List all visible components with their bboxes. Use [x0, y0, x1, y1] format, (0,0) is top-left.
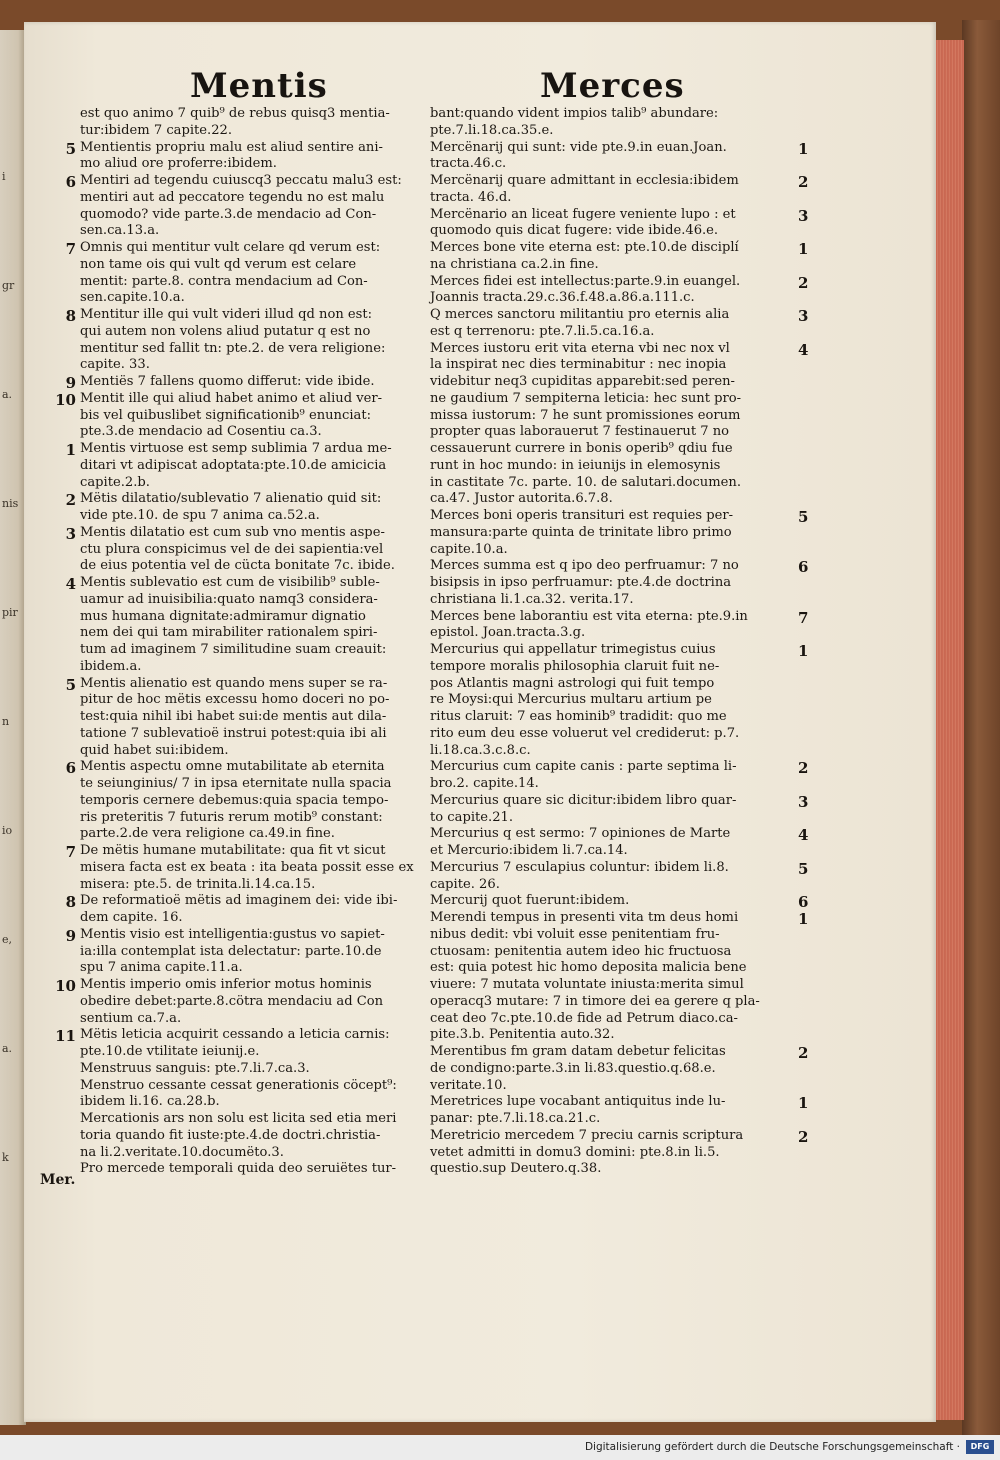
leaf-fragment: n [2, 715, 10, 728]
entry-number: 6 [798, 893, 809, 912]
entry-number: 1 [65, 441, 76, 459]
entry-text: Mentis sublevatio est cum de visibilib⁹ suble- uamur ad inuisibilia:quato namq3 considera- mus humana dignitate:admiramur dignatio nem dei qui tam mirabiliter rationalem spiri- tum ad imaginem 7 similitudine suam creauit: ibidem.a. [80, 575, 387, 674]
leaf-fragment: a. [2, 388, 13, 401]
entry-text: Mercurius cum capite canis : parte septima li- bro.2. capite.14. [430, 759, 737, 791]
index-entry [65, 441, 430, 491]
index-entry [80, 106, 430, 140]
index-entry [80, 1061, 430, 1078]
entry-text: Mentiri ad tegendu cuiuscq3 peccatu malu3 est: mentiri aut ad peccatore tegendu no est malu quomodo? vide parte.3.de mendacio ad Con- sen.ca.13.a. [80, 173, 402, 239]
entry-number: 1 [798, 910, 809, 928]
entry-number: 3 [65, 524, 76, 543]
index-entry [65, 843, 430, 893]
entry-number: 7 [65, 240, 76, 258]
entry-number: 6 [798, 558, 809, 577]
entry-text: Mentis virtuose est semp sublimia 7 ardua me- ditari vt adipiscat adoptata:pte.10.de amicicia capite.2.b. [80, 441, 392, 490]
leaf-fragment: pir [2, 606, 18, 619]
funding-credit: Digitalisierung gefördert durch die Deutsche Forschungsgemeinschaft · [584, 1441, 960, 1453]
index-entry [65, 374, 430, 392]
entry-number: 5 [798, 508, 809, 526]
entry-text: Mëtis dilatatio/sublevatio 7 alienatio quid sit: vide pte.10. de spu 7 anima ca.52.a. [80, 491, 382, 523]
index-entry [430, 1044, 809, 1094]
entry-number: 10 [55, 390, 76, 409]
leaf-fragment: e, [2, 933, 13, 946]
entry-text: Mentis visio est intelligentia:gustus vo sapiet- ia:illa contemplat ista delectatur: parte.10.de spu 7 anima capite.11.a. [80, 926, 385, 976]
entry-text: Merendi tempus in presenti vita tm deus homi nibus dedit: vbi voluit esse penitentiam fru- ctuosam: penitentia autem ideo hic fructuosa est: quia potest hic homo deposita malicia bene viuere: 7 mutata voluntate iniusta:merita simul operacq3 mutare: 7 in timore dei ea gerere q pla- ceat deo 7c.pte.10.de fide ad Petrum diaco.ca- pite.3.b. Penitentia auto.32. [430, 910, 760, 1043]
entry-text: Mercationis ars non solu est licita sed etia meri toria quando fit iuste:pte.4.de doctri.christia- na li.2.veritate.10.documëto.3. [80, 1111, 397, 1160]
entry-number: 1 [798, 642, 809, 660]
entry-text: Mercurij quot fuerunt:ibidem. [430, 893, 630, 909]
leaf-fragment: k [2, 1151, 9, 1164]
left-column [55, 106, 430, 1178]
index-entry [65, 173, 430, 240]
index-entry [65, 139, 430, 174]
index-entry [80, 1111, 430, 1161]
index-entry [65, 675, 430, 760]
entry-text: Mercurius quare sic dicitur:ibidem libro quar- to capite.21. [430, 792, 737, 825]
index-entry [430, 910, 809, 1044]
previous-leaf-edge [0, 30, 26, 1425]
index-entry [65, 524, 430, 575]
entry-text: Merces summa est q ipo deo perfruamur: 7 no bisipsis in ipso perfruamur: pte.4.de doctrina christiana li.1.ca.32. verita.17. [430, 558, 739, 607]
index-entry [430, 508, 809, 558]
entry-number: 8 [65, 307, 76, 325]
index-entry [430, 139, 809, 174]
entry-text: est quo animo 7 quib⁹ de rebus quisq3 mentia- tur:ibidem 7 capite.22. [80, 106, 390, 138]
index-entry [430, 859, 809, 894]
entry-number: 8 [65, 893, 76, 912]
index-entry [65, 575, 430, 676]
entry-text: Q merces sanctoru militantiu pro eternis alia est q terrenoru: pte.7.li.5.ca.16.a. [430, 307, 730, 339]
entry-number: 1 [798, 240, 809, 258]
entry-text: Mercënarij quare admittant in ecclesia:ibidem tracta. 46.d. [430, 173, 739, 205]
binding-edge [962, 20, 1000, 1435]
margin-word: Mer. [40, 1172, 76, 1188]
entry-number: 4 [798, 826, 809, 845]
entry-number: 2 [798, 173, 809, 191]
entry-number: 3 [798, 792, 809, 811]
index-entry [65, 491, 430, 525]
entry-text: Mentientis propriu malu est aliud sentire ani- mo aliud ore proferre:ibidem. [80, 139, 383, 172]
entry-text: Omnis qui mentitur vult celare qd verum est: non tame ois qui vult qd verum est celare mentit: parte.8. contra mendacium ad Con- sen.capite.10.a. [80, 240, 381, 306]
entry-number: 7 [65, 843, 76, 861]
entry-number: 1 [798, 1094, 809, 1113]
entry-number: 3 [798, 307, 809, 325]
entry-text: Mercurius 7 esculapius coluntur: ibidem li.8. capite. 26. [430, 859, 729, 892]
entry-number: 6 [65, 759, 76, 778]
entry-text: Mëtis leticia acquirit cessando a leticia carnis: pte.10.de vtilitate ieiunij.e. [80, 1027, 390, 1059]
entry-text: Merentibus fm gram datam debetur felicitas de condigno:parte.3.in li.83.questio.q.68.e. veritate.10. [430, 1044, 726, 1093]
index-entry [430, 206, 809, 241]
index-entry [430, 826, 809, 860]
entry-number: 11 [55, 1027, 76, 1046]
entry-number: 9 [65, 374, 76, 392]
entry-text: Meretrices lupe vocabant antiquitus inde lu- panar: pte.7.li.18.ca.21.c. [430, 1094, 726, 1126]
leaf-fragment: nis [2, 497, 19, 510]
index-entry [430, 173, 809, 207]
entry-number: 1 [798, 139, 809, 158]
index-entry [430, 273, 809, 308]
entry-number: 10 [55, 977, 76, 995]
entry-number: 4 [798, 340, 809, 359]
leaf-fragment: a. [2, 1042, 13, 1055]
entry-number: 6 [65, 173, 76, 191]
entry-number: 5 [798, 859, 809, 878]
index-entry [430, 1094, 809, 1128]
entry-text: Merces bene laborantiu est vita eterna: pte.9.in epistol. Joan.tracta.3.g. [430, 608, 748, 641]
entry-text: Mercurius q est sermo: 7 opiniones de Marte et Mercurio:ibidem li.7.ca.14. [430, 826, 731, 858]
entry-number: 2 [798, 1044, 809, 1062]
entry-text: Merces iustoru erit vita eterna vbi nec nox vl la inspirat nec dies terminabitur : nec inopia videbitur neq3 cupiditas apparebit:sed peren- ne gaudium 7 sempiterna leticia: hec sunt pro- missa iustorum: 7 he sunt promissiones eorum propter quas laborauerut 7 festinauerut 7 no cessauerunt currere in bonis operib⁹ qdiu fue runt in hoc mundo: in ieiunijs in elemosynis in castitate 7c. parte. 10. de salutari.documen. ca.47. Justor autorita.6.7.8. [430, 340, 742, 507]
index-entry [430, 893, 809, 912]
index-entry [65, 240, 430, 307]
entry-text: Menstruus sanguis: pte.7.li.7.ca.3. [80, 1060, 310, 1076]
leaf-fragment: io [2, 824, 13, 837]
running-head-left: Mentis [190, 66, 328, 106]
entry-number: 5 [65, 675, 76, 694]
entry-text: Menstruo cessante cessat generationis cöcept⁹: ibidem li.16. ca.28.b. [80, 1077, 397, 1110]
entry-text: Mentitur ille qui vult videri illud qd non est: qui autem non volens aliud putatur q est no mentitur sed fallit tn: pte.2. de vera religione: capite. 33. [80, 307, 386, 373]
entry-text: Pro mercede temporali quida deo seruiëtes tur- [80, 1161, 397, 1177]
footer-bar [0, 1435, 1000, 1460]
entry-number: 2 [798, 1127, 809, 1146]
index-entry [80, 1078, 430, 1112]
entry-text: Mentis imperio omis inferior motus hominis obedire debet:parte.8.cötra mendaciu ad Con sentium ca.7.a. [80, 977, 384, 1026]
entry-text: Mentis aspectu omne mutabilitate ab eternita te seiunginius/ 7 in ipsa eternitate nulla spacia temporis cernere debemus:quia spacia tempo- ris preteritis 7 futuris rerum motib⁹ constant: parte.2.de vera religione ca.49.in fine. [80, 759, 392, 842]
entry-text: Mercënarij qui sunt: vide pte.9.in euan.Joan. tracta.46.c. [430, 139, 727, 172]
index-entry [430, 1127, 809, 1178]
entry-text: Mentis dilatatio est cum sub vno mentis aspe- ctu plura conspicimus vel de dei sapientia:vel de eius potentia vel de cücta bonitate 7c. ibide. [80, 524, 395, 574]
entry-text: Mentit ille qui aliud habet animo et aliud ver- bis vel quibuslibet significationib⁹ enunciat: pte.3.de mendacio ad Cosentiu ca.3. [80, 390, 383, 440]
index-entry [80, 1161, 430, 1178]
dfg-logo: DFG [966, 1440, 994, 1454]
entry-text: Mentis alienatio est quando mens super se ra- pitur de hoc mëtis excessu homo doceri no po- test:quia nihil ibi habet sui:de mentis aut dila- tatione 7 sublevatioë instrui potest:quia ibi ali quid habet sui:ibidem. [80, 675, 390, 758]
leaf-fragment: gr [2, 279, 15, 292]
entry-text: De reformatioë mëtis ad imaginem dei: vide ibi- dem capite. 16. [80, 893, 398, 925]
index-entry [65, 307, 430, 374]
entry-number: 2 [65, 491, 76, 510]
index-entry [430, 558, 809, 608]
entry-number: 9 [65, 926, 76, 945]
index-entry [430, 759, 809, 793]
leaf-fragment: i [2, 170, 6, 183]
entry-number: 3 [798, 206, 809, 225]
entry-number: 2 [798, 759, 809, 778]
entry-number: 2 [798, 273, 809, 292]
index-entry [430, 307, 809, 341]
index-entry [55, 977, 430, 1027]
running-head-right: Merces [540, 66, 685, 106]
index-entry [430, 240, 809, 274]
entry-text: De mëtis humane mutabilitate: qua fit vt sicut misera facta est ex beata : ita beata possit esse ex misera: pte.5. de trinita.li.14.ca.15. [80, 843, 414, 892]
index-entry [55, 390, 430, 441]
index-entry [430, 792, 809, 827]
index-entry [430, 608, 809, 643]
entry-number: 5 [65, 139, 76, 158]
entry-text: Merces bone vite eterna est: pte.10.de disciplí na christiana ca.2.in fine. [430, 240, 739, 272]
entry-text: Merces fidei est intellectus:parte.9.in euangel. Joannis tracta.29.c.36.f.48.a.86.a.111.c. [430, 273, 741, 306]
entry-text: Meretricio mercedem 7 preciu carnis scriptura vetet admitti in domu3 domini: pte.8.in li.5. questio.sup Deutero.q.38. [430, 1127, 744, 1177]
right-column [430, 106, 809, 1178]
entry-text: Mercënario an liceat fugere veniente lupo : et quomodo quis dicat fugere: vide ibide.46.e. [430, 206, 736, 239]
entry-number: 4 [65, 575, 76, 593]
entry-text: Merces boni operis transituri est requies per- mansura:parte quinta de trinitate libro primo capite.10.a. [430, 508, 734, 557]
index-entry [65, 759, 430, 843]
index-entry [55, 1027, 430, 1061]
index-entry [65, 926, 430, 977]
entry-text: Mentiës 7 fallens quomo differut: vide ibide. [80, 374, 375, 389]
entry-text: bant:quando vident impios talib⁹ abundare: pte.7.li.18.ca.35.e. [430, 106, 719, 138]
index-entry [430, 642, 809, 759]
index-entry [65, 893, 430, 927]
entry-number: 7 [798, 608, 809, 627]
entry-text: Mercurius qui appellatur trimegistus cuius tempore moralis philosophia claruit fuit ne- pos Atlantis magni astrologi qui fuit tempo re Moysi:qui Mercurius multaru artium pe ritus claruit: 7 eas hominib⁹ tradidit: quo me rito eum deu esse voluerut vel crediderut: p.7. li.18.ca.3.c.8.c. [430, 642, 740, 758]
index-entry [430, 340, 809, 509]
index-entry [430, 106, 790, 140]
